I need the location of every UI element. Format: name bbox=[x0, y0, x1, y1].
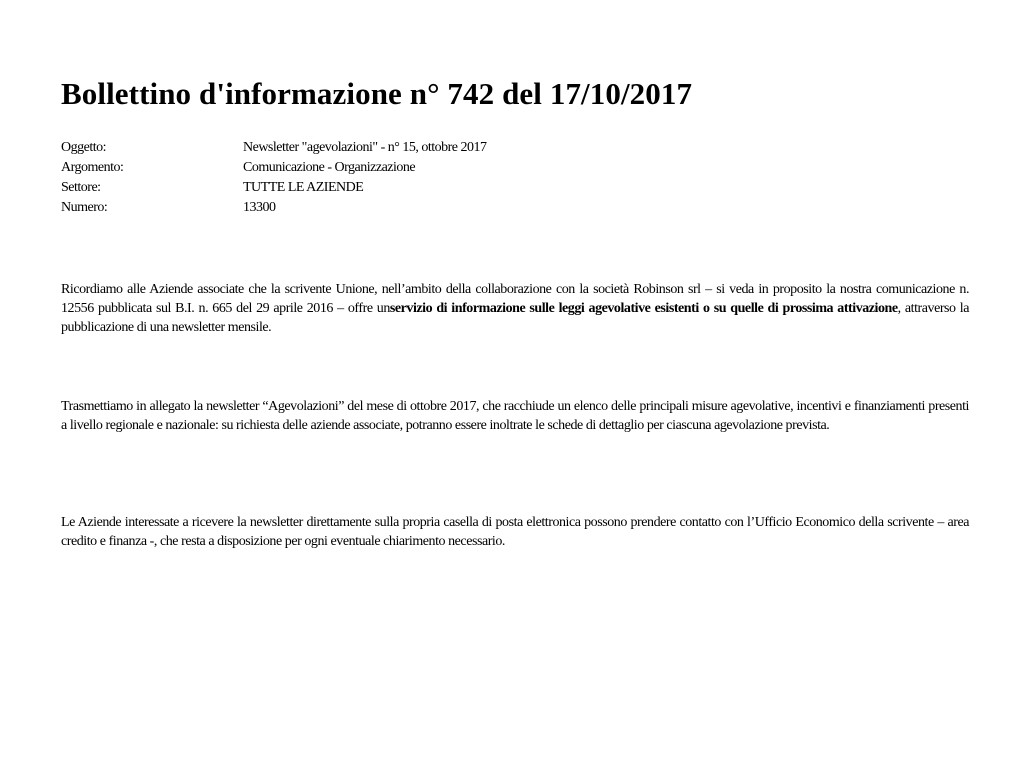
metadata-label: Oggetto: bbox=[61, 140, 106, 155]
metadata-value: Newsletter "agevolazioni" - n° 15, ottobre 2017 bbox=[243, 140, 487, 155]
metadata-label: Numero: bbox=[61, 200, 108, 215]
metadata-value: 13300 bbox=[243, 200, 276, 215]
paragraph-intro-text: Ricordiamo alle Aziende associate che la scrivente Unione, nell’ambito della collaborazione con la società Robinson srl – si veda in proposito la nostra comunicazione n. 12556 pubblicata sul B.I. n. 665 del 29 aprile 2016 – offre un bbox=[61, 282, 969, 316]
paragraph-attachment: Trasmettiamo in allegato la newsletter “Agevolazioni” del mese di ottobre 2017, che racchiude un elenco delle principali misure agevolative, incentivi e finanziamenti presenti a livello regionale e nazionale: su richiesta delle aziende associate, potranno essere inoltrate le schede di dettaglio per ciascuna agevolazione prevista. bbox=[61, 399, 969, 433]
paragraph-contact: Le Aziende interessate a ricevere la newsletter direttamente sulla propria casella di posta elettronica possono prendere contatto con l’Ufficio Economico della scrivente – area credito e finanza -, che resta a disposizione per ogni eventuale chiarimento necessario. bbox=[61, 515, 969, 549]
paragraph-intro-text-end: , attraverso la pubblicazione di una newsletter mensile. bbox=[61, 301, 969, 335]
metadata-label: Settore: bbox=[61, 180, 101, 195]
paragraph-intro bbox=[61, 280, 969, 337]
metadata-row-settore bbox=[61, 178, 761, 198]
metadata-table bbox=[61, 138, 761, 218]
page-title: Bollettino d'informazione n° 742 del 17/10/2017 bbox=[61, 76, 693, 111]
metadata-row-numero bbox=[61, 198, 761, 218]
metadata-row-argomento bbox=[61, 158, 761, 178]
metadata-row-oggetto bbox=[61, 138, 761, 158]
metadata-label: Argomento: bbox=[61, 160, 124, 175]
paragraph-intro-bold-text: servizio di informazione sulle leggi agevolative esistenti o su quelle di prossima attivazione bbox=[389, 301, 898, 316]
metadata-value: Comunicazione - Organizzazione bbox=[243, 160, 416, 175]
metadata-value: TUTTE LE AZIENDE bbox=[243, 180, 364, 195]
